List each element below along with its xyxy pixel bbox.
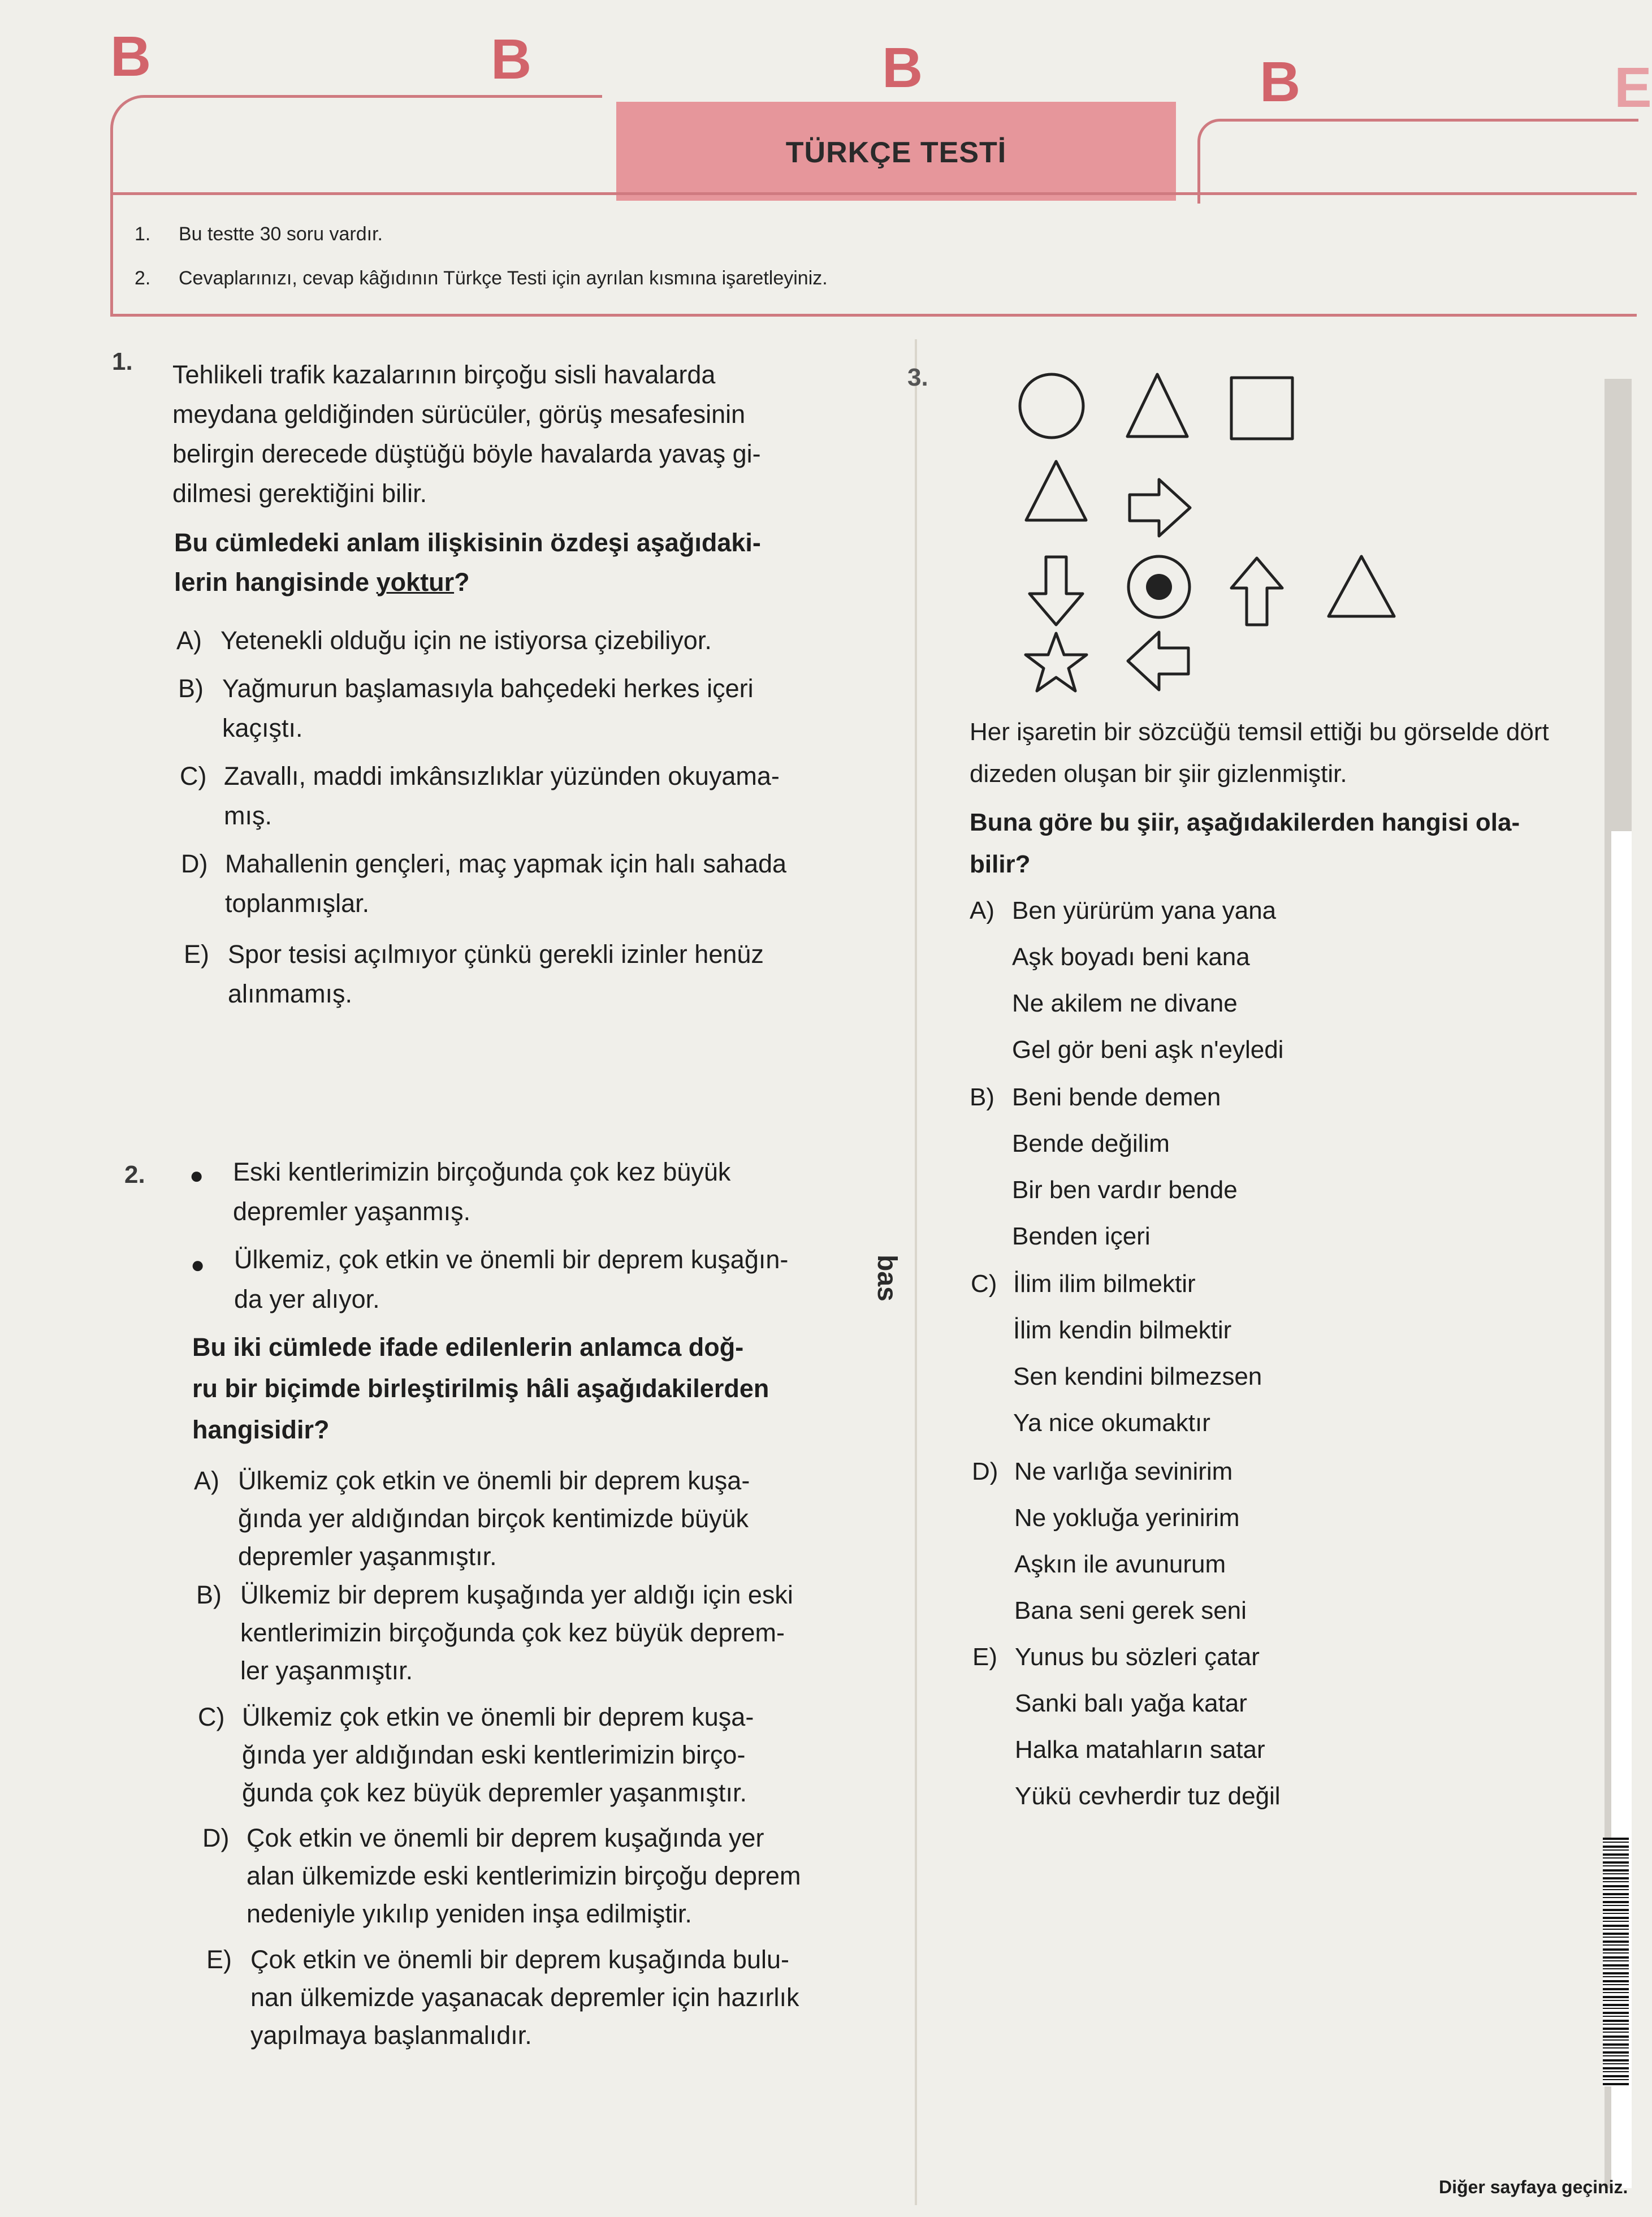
bullet-icon: ●	[189, 1162, 204, 1189]
answer-option-e[interactable]: E) Yunus bu sözleri çatar Sanki balı yağa katar Halka matahların satar Yükü cevherdir tuz değil	[972, 1643, 1281, 1810]
answer-option-c[interactable]: C) İlim ilim bilmektir İlim kendin bilmektir Sen kendini bilmezsen Ya nice okumaktır	[971, 1270, 1262, 1437]
answer-option-c[interactable]: C) Zavallı, maddi imkânsızlıklar yüzünden okuyama- mış.	[180, 762, 780, 830]
question-1-prompt: Bu cümledeki anlam ilişkisinin özdeşi aşağıdaki- lerin hangisinde yoktur?	[174, 528, 761, 597]
answer-option-b[interactable]: B) Ülkemiz bir deprem kuşağında yer aldığı için eski kentlerimizin birçoğunda çok kez büyük deprem- ler yaşanmıştır.	[196, 1580, 793, 1685]
star-icon	[1026, 633, 1087, 691]
publisher-logo	[857, 1252, 902, 1320]
answer-option-d[interactable]: D) Ne varlığa sevinirim Ne yokluğa yerinirim Aşkın ile avunurum Bana seni gerek seni	[972, 1458, 1247, 1624]
answer-option-a[interactable]: A) Ben yürürüm yana yana Aşk boyadı beni kana Ne akilem ne divane Gel gör beni aşk n'eyledi	[970, 897, 1284, 1064]
booklet-letter: B	[1260, 50, 1301, 114]
question-1-stem: Tehlikeli trafik kazalarının birçoğu sisli havalarda meydana geldiğinden sürücüler, görüş mesafesinin belirgin derecede düştüğü böyle havalarda yavaş gi- dilmesi gerektiğini bilir.	[172, 360, 761, 508]
triangle-icon	[1026, 461, 1086, 520]
question-number: 1.	[112, 348, 133, 375]
answer-option-e[interactable]: E) Çok etkin ve önemli bir deprem kuşağında bulu- nan ülkemizde yaşanacak depremler için hazırlık yapılmaya başlanmalıdır.	[206, 1945, 799, 2050]
barcode	[1603, 1838, 1629, 2086]
arrow-right-icon	[1130, 479, 1190, 536]
circle-icon	[1020, 374, 1083, 438]
question-3-prompt: Buna göre bu şiir, aşağıdakilerden hangisi ola- bilir?	[970, 809, 1520, 878]
booklet-letter: E	[1614, 56, 1652, 119]
question-2-prompt: Bu iki cümlede ifade edilenlerin anlamca doğ- ru bir biçimde birleştirilmiş hâli aşağıdakilerden hangisidir?	[192, 1333, 769, 1444]
header-right-box	[1197, 119, 1638, 204]
header-left-box	[110, 95, 602, 192]
question-number: 3.	[907, 364, 928, 391]
triangle-icon	[1127, 374, 1187, 437]
booklet-letter: B	[491, 28, 532, 91]
answer-option-b[interactable]: B) Beni bende demen Bende değilim Bir ben vardır bende Benden içeri	[970, 1083, 1238, 1250]
footer-next-page: Diğer sayfaya geçiniz.	[1439, 2177, 1628, 2197]
header-title-banner	[616, 102, 1176, 201]
square-icon	[1231, 378, 1292, 439]
answer-option-a[interactable]: A) Ülkemiz çok etkin ve önemli bir deprem kuşa- ğında yer aldığından birçok kentimizde büyük depremler yaşanmıştır.	[194, 1466, 750, 1571]
instructions-box	[110, 192, 1637, 317]
arrow-down-icon	[1030, 557, 1083, 625]
instruction-item: 1. Bu testte 30 soru vardır.	[135, 223, 383, 245]
question-2-statement: Eski kentlerimizin birçoğunda çok kez büyük depremler yaşanmış.	[233, 1157, 731, 1226]
question-2-statement: Ülkemiz, çok etkin ve önemli bir deprem kuşağın- da yer alıyor.	[234, 1245, 789, 1313]
arrow-up-icon	[1231, 558, 1282, 625]
column-divider	[915, 339, 917, 2205]
question-number: 2.	[124, 1161, 145, 1189]
svg-text:bas: bas	[872, 1255, 902, 1302]
arrow-left-icon	[1128, 632, 1188, 690]
booklet-letter: B	[882, 36, 923, 100]
answer-option-e[interactable]: E) Spor tesisi açılmıyor çünkü gerekli izinler henüz alınmamış.	[184, 940, 764, 1008]
triangle-icon	[1329, 556, 1394, 616]
answer-option-c[interactable]: C) Ülkemiz çok etkin ve önemli bir deprem kuşa- ğında yer aldığından eski kentlerimizin birço- ğunda çok kez büyük depremler yaşanmıştır.	[198, 1702, 754, 1807]
booklet-letter: B	[110, 25, 152, 88]
answer-option-b[interactable]: B) Yağmurun başlamasıyla bahçedeki herkes içeri kaçıştı.	[178, 674, 754, 742]
instruction-item: 2. Cevaplarınızı, cevap kâğıdının Türkçe Testi için ayrılan kısmına işaretleyiniz.	[135, 267, 828, 289]
answer-option-d[interactable]: D) Mahallenin gençleri, maç yapmak için halı sahada toplanmışlar.	[181, 849, 787, 918]
answer-option-d[interactable]: D) Çok etkin ve önemli bir deprem kuşağında yer alan ülkemizde eski kentlerimizin birçoğu deprem nedeniyle yıkılıp yeniden inşa edilmiştir.	[202, 1823, 801, 1928]
question-3-description: Her işaretin bir sözcüğü temsil ettiği bu görselde dört dizeden oluşan bir şiir gizlenmiştir.	[970, 718, 1549, 788]
page-title: TÜRKÇE TESTİ	[785, 136, 1007, 169]
bullet-icon: ●	[191, 1251, 205, 1278]
symbol-puzzle	[1006, 368, 1413, 707]
answer-option-a[interactable]: A) Yetenekli olduğu için ne istiyorsa çizebiliyor.	[176, 626, 712, 655]
